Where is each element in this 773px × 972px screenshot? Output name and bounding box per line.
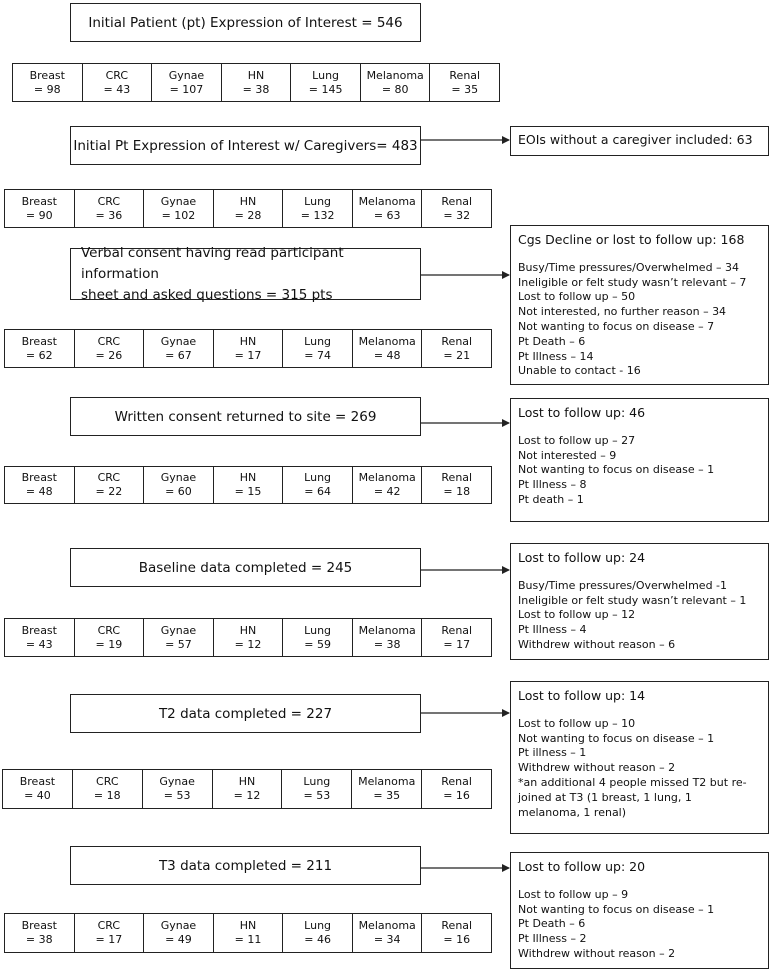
cohort-value: = 64 — [304, 485, 331, 498]
cohort-cell-gynae — [151, 64, 221, 101]
cohort-name: Gynae — [160, 623, 197, 637]
stage-label: Baseline data completed = 245 — [138, 559, 353, 576]
cohort-value: = 16 — [443, 789, 470, 802]
cohort-name: Breast — [21, 623, 57, 637]
cohort-value: = 48 — [373, 348, 401, 362]
cohort-cell-gynae — [143, 467, 213, 503]
cohort-name: CRC — [96, 775, 119, 788]
cohort-cell-lung — [282, 467, 352, 503]
cohort-cell-renal — [421, 467, 491, 503]
cohort-value: = 53 — [303, 789, 331, 802]
cohort-name: Lung — [304, 194, 332, 208]
cohort-value: = 74 — [304, 348, 331, 362]
cohort-name: HN — [239, 471, 257, 484]
stage-baseline — [70, 548, 421, 587]
cohort-name: Melanoma — [358, 623, 416, 637]
cohort-cell-lung — [282, 190, 352, 227]
exclusion-note: *an additional 4 people missed T2 but re-joined at T3 (1 breast, 1 lung, 1 melanoma, 1 renal) — [518, 775, 747, 819]
cohort-value: = 60 — [165, 485, 192, 498]
exclusion-reason: Pt Illness – 2 — [518, 932, 587, 946]
cohort-name: Lung — [303, 775, 331, 788]
exclusion-reason: Pt Death – 6 — [518, 917, 586, 931]
cohort-value: = 17 — [234, 348, 262, 362]
exclusion-box-t3 — [510, 852, 769, 969]
cohort-name: CRC — [97, 334, 121, 348]
cohort-cell-hn — [213, 619, 283, 656]
cohort-cell-crc — [74, 190, 144, 227]
cohort-name: HN — [247, 68, 265, 82]
cohort-row-r6 — [4, 913, 492, 953]
cohort-cell-melanoma — [352, 190, 422, 227]
cohort-cell-breast — [5, 330, 74, 367]
cohort-name: Melanoma — [366, 68, 424, 82]
cohort-value: = 67 — [165, 348, 192, 362]
cohort-cell-renal — [421, 619, 491, 656]
cohort-value: = 49 — [165, 933, 192, 946]
cohort-value: = 43 — [103, 82, 131, 96]
cohort-name: CRC — [97, 623, 121, 637]
cohort-name: Renal — [441, 623, 473, 637]
stage-label: Initial Patient (pt) Expression of Interest = 546 — [88, 14, 403, 31]
cohort-name: CRC — [97, 919, 121, 932]
cohort-name: Breast — [21, 194, 57, 208]
cohort-cell-lung — [281, 770, 351, 808]
exclusion-title: Lost to follow up: 46 — [518, 405, 646, 420]
exclusion-box-baseline — [510, 543, 769, 660]
exclusion-reason: Ineligible or felt study wasn’t relevant – 7 — [518, 275, 747, 289]
exclusion-title: Cgs Decline or lost to follow up: 168 — [518, 232, 745, 247]
cohort-cell-melanoma — [352, 330, 422, 367]
cohort-name: HN — [239, 623, 257, 637]
cohort-value: = 17 — [95, 933, 123, 946]
exclusion-reason: Ineligible or felt study wasn’t relevant – 1 — [518, 593, 747, 607]
exclusion-reason: Pt death – 1 — [518, 492, 584, 506]
cohort-cell-crc — [74, 619, 144, 656]
cohort-value: = 63 — [373, 208, 401, 222]
cohort-value: = 21 — [443, 348, 471, 362]
exclusion-reason: Not wanting to focus on disease – 1 — [518, 463, 715, 477]
cohort-cell-melanoma — [352, 619, 422, 656]
exclusion-reason: Lost to follow up – 9 — [518, 887, 629, 901]
cohort-name: CRC — [105, 68, 129, 82]
cohort-name: Breast — [21, 334, 57, 348]
cohort-name: Gynae — [160, 194, 197, 208]
exclusion-reasons — [518, 579, 760, 653]
cohort-cell-hn — [213, 190, 283, 227]
cohort-cell-hn — [221, 64, 291, 101]
cohort-name: Gynae — [168, 68, 205, 82]
exclusion-reason: Not interested – 9 — [518, 448, 617, 462]
cohort-cell-crc — [74, 467, 144, 503]
exclusion-reason: Withdrew without reason – 6 — [518, 637, 676, 651]
stage-verbal-consent — [70, 244, 421, 303]
cohort-value: = 36 — [95, 208, 123, 222]
exclusion-reason: Pt Illness – 14 — [518, 349, 594, 363]
cohort-cell-lung — [282, 914, 352, 952]
stage-label: Written consent returned to site = 269 — [114, 408, 377, 425]
cohort-name: Lung — [304, 623, 332, 637]
exclusion-reason: Lost to follow up – 50 — [518, 290, 636, 304]
cohort-row-r4 — [4, 618, 492, 657]
cohort-value: = 43 — [25, 637, 53, 651]
cohort-value: = 59 — [304, 637, 331, 651]
cohort-cell-breast — [5, 190, 74, 227]
exclusion-reasons — [518, 434, 760, 508]
cohort-value: = 57 — [165, 637, 192, 651]
cohort-value: = 11 — [234, 933, 262, 946]
cohort-cell-hn — [213, 467, 283, 503]
cohort-cell-hn — [212, 770, 282, 808]
exclusion-reasons — [518, 888, 760, 962]
cohort-cell-renal — [421, 330, 491, 367]
cohort-cell-gynae — [143, 914, 213, 952]
cohort-cell-renal — [429, 64, 499, 101]
cohort-value: = 132 — [300, 208, 335, 222]
exclusion-box-no-caregiver — [510, 126, 769, 156]
exclusion-reason: Not interested, no further reason – 34 — [518, 305, 727, 319]
cohort-value: = 98 — [33, 82, 61, 96]
exclusion-box-written-consent — [510, 398, 769, 522]
cohort-cell-melanoma — [360, 64, 430, 101]
cohort-name: Melanoma — [358, 775, 416, 788]
exclusion-title: Lost to follow up: 24 — [518, 550, 646, 565]
cohort-value: = 34 — [373, 933, 401, 946]
cohort-name: Renal — [441, 919, 473, 932]
cohort-value: = 16 — [443, 933, 471, 946]
cohort-value: = 15 — [234, 485, 262, 498]
cohort-value: = 28 — [234, 208, 262, 222]
cohort-name: Lung — [312, 68, 340, 82]
cohort-value: = 38 — [242, 82, 270, 96]
cohort-cell-crc — [74, 914, 144, 952]
cohort-value: = 107 — [169, 82, 204, 96]
cohort-cell-breast — [5, 619, 74, 656]
cohort-name: Gynae — [160, 471, 197, 484]
cohort-value: = 42 — [373, 485, 401, 498]
stage-label: T3 data completed = 211 — [158, 857, 333, 874]
stage-label: Verbal consent having read participant information sheet and asked questions = 315 pts — [81, 244, 344, 303]
cohort-name: Renal — [441, 775, 472, 788]
cohort-row-r0 — [12, 63, 500, 102]
exclusion-reason: Lost to follow up – 27 — [518, 433, 636, 447]
cohort-cell-breast — [5, 467, 74, 503]
cohort-cell-lung — [282, 619, 352, 656]
exclusion-reason: Withdrew without reason – 2 — [518, 946, 676, 960]
cohort-name: HN — [239, 919, 257, 932]
cohort-name: Renal — [441, 334, 473, 348]
stage-label: T2 data completed = 227 — [158, 705, 333, 722]
cohort-value: = 38 — [373, 637, 401, 651]
cohort-cell-lung — [290, 64, 360, 101]
stage-t3 — [70, 846, 421, 885]
exclusion-box-cgs-decline — [510, 225, 769, 385]
cohort-name: Breast — [21, 471, 57, 484]
cohort-value: = 17 — [443, 637, 471, 651]
cohort-name: Lung — [304, 919, 332, 932]
cohort-value: = 12 — [233, 789, 261, 802]
cohort-cell-lung — [282, 330, 352, 367]
cohort-value: = 145 — [308, 82, 343, 96]
cohort-name: Melanoma — [358, 919, 416, 932]
cohort-name: HN — [239, 194, 257, 208]
cohort-value: = 48 — [25, 485, 53, 498]
exclusion-reason: Pt Death – 6 — [518, 334, 586, 348]
cohort-name: Gynae — [160, 334, 197, 348]
exclusion-reasons — [518, 261, 760, 379]
cohort-value: = 18 — [443, 485, 471, 498]
cohort-name: CRC — [97, 194, 121, 208]
exclusion-reason: Not wanting to focus on disease – 1 — [518, 902, 715, 916]
cohort-cell-gynae — [143, 330, 213, 367]
exclusion-reason: Pt Illness – 4 — [518, 623, 587, 637]
cohort-value: = 26 — [95, 348, 123, 362]
cohort-cell-renal — [421, 914, 491, 952]
exclusion-title: EOIs without a caregiver included: 63 — [518, 132, 753, 147]
stage-eoi-with-caregivers — [70, 126, 421, 165]
cohort-value: = 22 — [95, 485, 123, 498]
cohort-value: = 102 — [161, 208, 196, 222]
cohort-cell-breast — [3, 770, 72, 808]
cohort-value: = 12 — [234, 637, 262, 651]
cohort-name: Lung — [304, 471, 332, 484]
cohort-cell-renal — [421, 190, 491, 227]
cohort-cell-melanoma — [352, 467, 422, 503]
cohort-value: = 40 — [24, 789, 51, 802]
cohort-cell-crc — [74, 330, 144, 367]
cohort-name: Melanoma — [358, 471, 416, 484]
cohort-name: Renal — [441, 471, 473, 484]
cohort-value: = 38 — [25, 933, 53, 946]
cohort-name: Renal — [441, 194, 473, 208]
stage-label: Initial Pt Expression of Interest w/ Caregivers= 483 — [73, 137, 418, 154]
exclusion-reason: Unable to contact - 16 — [518, 364, 641, 378]
cohort-name: Lung — [304, 334, 332, 348]
exclusion-reason: Pt illness – 1 — [518, 746, 587, 760]
exclusion-reason: Not wanting to focus on disease – 7 — [518, 319, 715, 333]
cohort-name: Gynae — [159, 775, 195, 788]
cohort-name: CRC — [97, 471, 121, 484]
cohort-name: Breast — [21, 919, 57, 932]
exclusion-reason: Not wanting to focus on disease – 1 — [518, 731, 715, 745]
cohort-value: = 19 — [95, 637, 123, 651]
cohort-cell-hn — [213, 914, 283, 952]
cohort-row-r1 — [4, 189, 492, 228]
exclusion-box-t2 — [510, 681, 769, 834]
cohort-cell-hn — [213, 330, 283, 367]
cohort-value: = 53 — [163, 789, 191, 802]
cohort-cell-gynae — [143, 619, 213, 656]
cohort-cell-breast — [5, 914, 74, 952]
cohort-cell-crc — [72, 770, 142, 808]
stage-t2 — [70, 694, 421, 733]
cohort-row-r3 — [4, 466, 492, 504]
cohort-name: HN — [239, 334, 257, 348]
exclusion-reason: Pt Illness – 8 — [518, 478, 587, 492]
cohort-name: Melanoma — [358, 194, 416, 208]
cohort-value: = 62 — [25, 348, 53, 362]
cohort-row-r2 — [4, 329, 492, 368]
cohort-value: = 90 — [25, 208, 53, 222]
cohort-value: = 18 — [93, 789, 121, 802]
cohort-name: HN — [238, 775, 256, 788]
cohort-value: = 46 — [304, 933, 331, 946]
cohort-name: Renal — [449, 68, 481, 82]
exclusion-reason: Busy/Time pressures/Overwhelmed -1 — [518, 578, 728, 592]
exclusion-reason: Lost to follow up – 12 — [518, 608, 636, 622]
cohort-cell-melanoma — [352, 914, 422, 952]
stage-initial-eoi — [70, 3, 421, 42]
cohort-cell-melanoma — [351, 770, 421, 808]
cohort-cell-breast — [13, 64, 82, 101]
exclusion-title: Lost to follow up: 20 — [518, 859, 646, 874]
cohort-value: = 35 — [451, 82, 479, 96]
cohort-name: Breast — [19, 775, 56, 788]
exclusion-reason: Withdrew without reason – 2 — [518, 761, 676, 775]
cohort-name: Melanoma — [358, 334, 416, 348]
cohort-name: Breast — [29, 68, 65, 82]
exclusion-title: Lost to follow up: 14 — [518, 688, 646, 703]
stage-written-consent — [70, 397, 421, 436]
cohort-cell-crc — [82, 64, 152, 101]
cohort-value: = 32 — [443, 208, 471, 222]
cohort-row-r5 — [2, 769, 492, 809]
cohort-cell-renal — [421, 770, 491, 808]
cohort-cell-gynae — [142, 770, 212, 808]
exclusion-reason: Lost to follow up – 10 — [518, 716, 636, 730]
cohort-cell-gynae — [143, 190, 213, 227]
cohort-value: = 35 — [373, 789, 401, 802]
exclusion-reason: Busy/Time pressures/Overwhelmed – 34 — [518, 260, 740, 274]
exclusion-reasons — [518, 717, 760, 776]
cohort-name: Gynae — [160, 919, 197, 932]
cohort-value: = 80 — [381, 82, 409, 96]
